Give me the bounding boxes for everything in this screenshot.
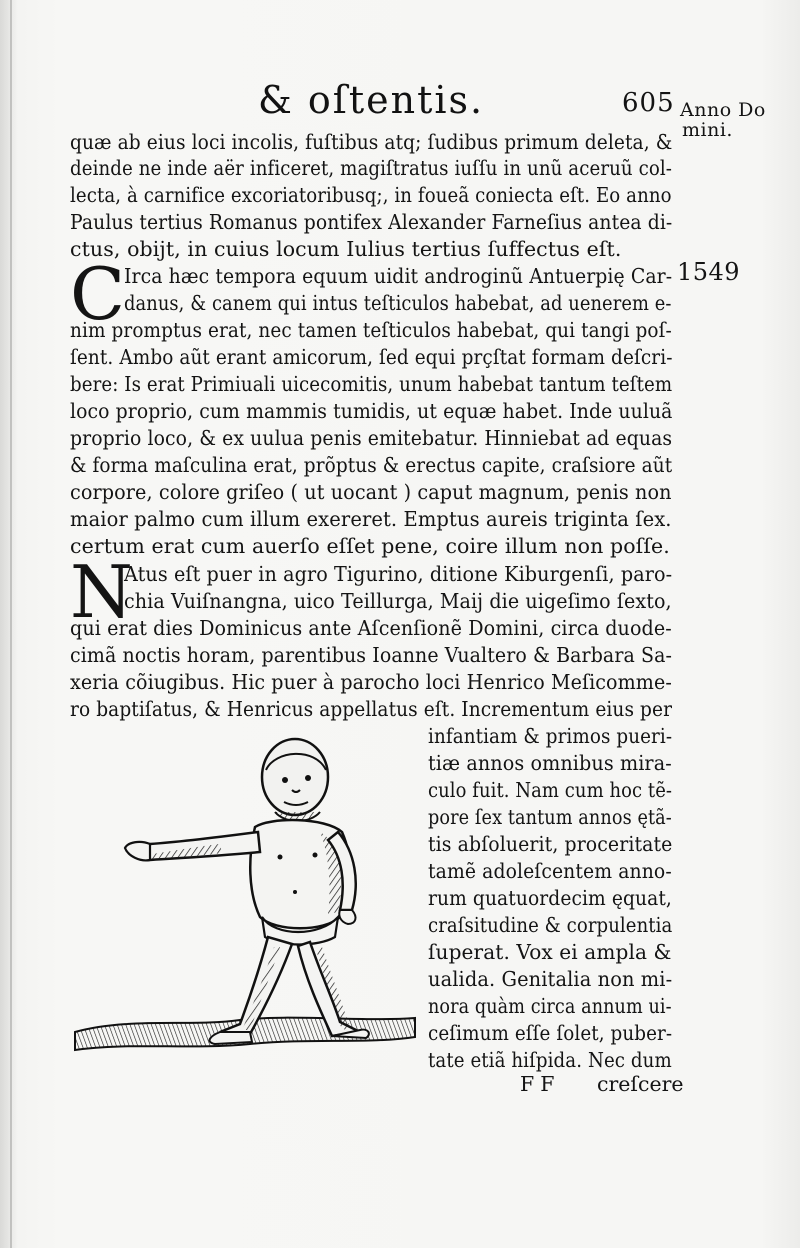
text-line: nora quàm circa annum ui- [428,994,672,1018]
woodcut-boy-illustration [70,732,420,1067]
text-line: corpore, colore griſeo ( ut uocant ) caput magnum, penis non [70,480,672,504]
text-line: proprio loco, & ex uulua penis emitebatur. Hinniebat ad equas [70,426,673,450]
text-line: cimã noctis horam, parentibus Ioanne Vualtero & Barbara Sa- [70,643,672,667]
margin-anno-line2: mini. [682,119,733,141]
text-line: tiæ annos omnibus mira- [428,751,672,775]
text-line: Irca hæc tempora equum uidit androginũ Antuerpię Car- [124,264,673,288]
text-line: Paulus tertius Romanus pontifex Alexander Farneſius antea di- [70,210,673,234]
text-line: deinde ne inde aër inficeret, magiſtratus iuſſu in unũ aceruũ col- [70,156,673,180]
text-line: infantiam & primos pueri- [428,724,673,748]
text-line: quæ ab eius loci incolis, fuſtibus atq; ſudibus primum deleta, & [70,130,673,154]
margin-anno-line1: Anno Do [680,99,766,121]
drop-cap-n: N [70,550,133,634]
margin-note-anno-domini [680,100,766,140]
text-line: xeria cõiugibus. Hic puer à parocho loci Henrico Meſicomme- [70,670,672,694]
text-line: ctus, obijt, in cuius locum Iulius tertius ſuffectus eſt. [70,237,622,261]
text-line: bere: Is erat Primiuali uicecomitis, unum habebat tantum teſtem [70,372,673,396]
text-line: tis abſoluerit, proceritate [428,832,673,856]
text-line: tamẽ adoleſcentem anno- [428,859,672,883]
text-line: ſuperat. Vox ei ampla & [428,940,672,964]
page-number: 605 [622,88,675,118]
margin-year: 1549 [677,258,741,286]
text-line: ro baptiſatus, & Henricus appellatus eſt. Incrementum eius per [70,697,673,721]
signature-mark: FF [520,1072,561,1096]
text-line: Atus eſt puer in agro Tigurino, ditione Kiburgenſi, paro- [124,562,673,586]
gutter-shadow [10,0,12,1248]
text-line: loco proprio, cum mammis tumidis, ut equæ habet. Inde uuluã [70,399,673,423]
drop-cap-c: C [70,252,126,336]
text-line: qui erat dies Dominicus ante Aſcenſionẽ Domini, circa duode- [70,616,672,640]
text-line: certum erat cum auerſo eſſet pene, coire illum non poſſe. [70,534,670,558]
text-line: nim promptus erat, nec tamen teſticulos habebat, qui tangi poſ- [70,318,672,342]
text-line: ualida. Genitalia non mi- [428,967,673,991]
text-line: rum quatuordecim ęquat, [428,886,672,910]
catchword: creſcere [597,1072,684,1096]
text-line: ceſimum eſſe ſolet, puber- [428,1021,673,1045]
text-line: maior palmo cum illum exereret. Emptus aureis triginta ſex. [70,507,672,531]
text-line: danus, & canem qui intus teſticulos habebat, ad uenerem e- [124,291,672,315]
text-line: chia Vuiſnangna, uico Teillurga, Maij die uigeſimo ſexto, [124,589,672,613]
text-line: & forma maſculina erat, prõptus & erectus capite, craſsiore aũt [70,453,673,477]
text-line: tate etiã hiſpida. Nec dum [428,1048,672,1072]
text-line: lecta, à carnifice excoriatoribusq;, in foueã coniecta eſt. Eo anno [70,183,672,207]
text-line: ſent. Ambo aũt erant amicorum, ſed equi prçſtat formam deſcri- [70,345,673,369]
text-line: craſsitudine & corpulentia [428,913,673,937]
text-line: culo fuit. Nam cum hoc tẽ- [428,778,673,802]
running-head: & oſtentis. [258,78,485,122]
text-line: pore ſex tantum annos ętã- [428,805,672,829]
